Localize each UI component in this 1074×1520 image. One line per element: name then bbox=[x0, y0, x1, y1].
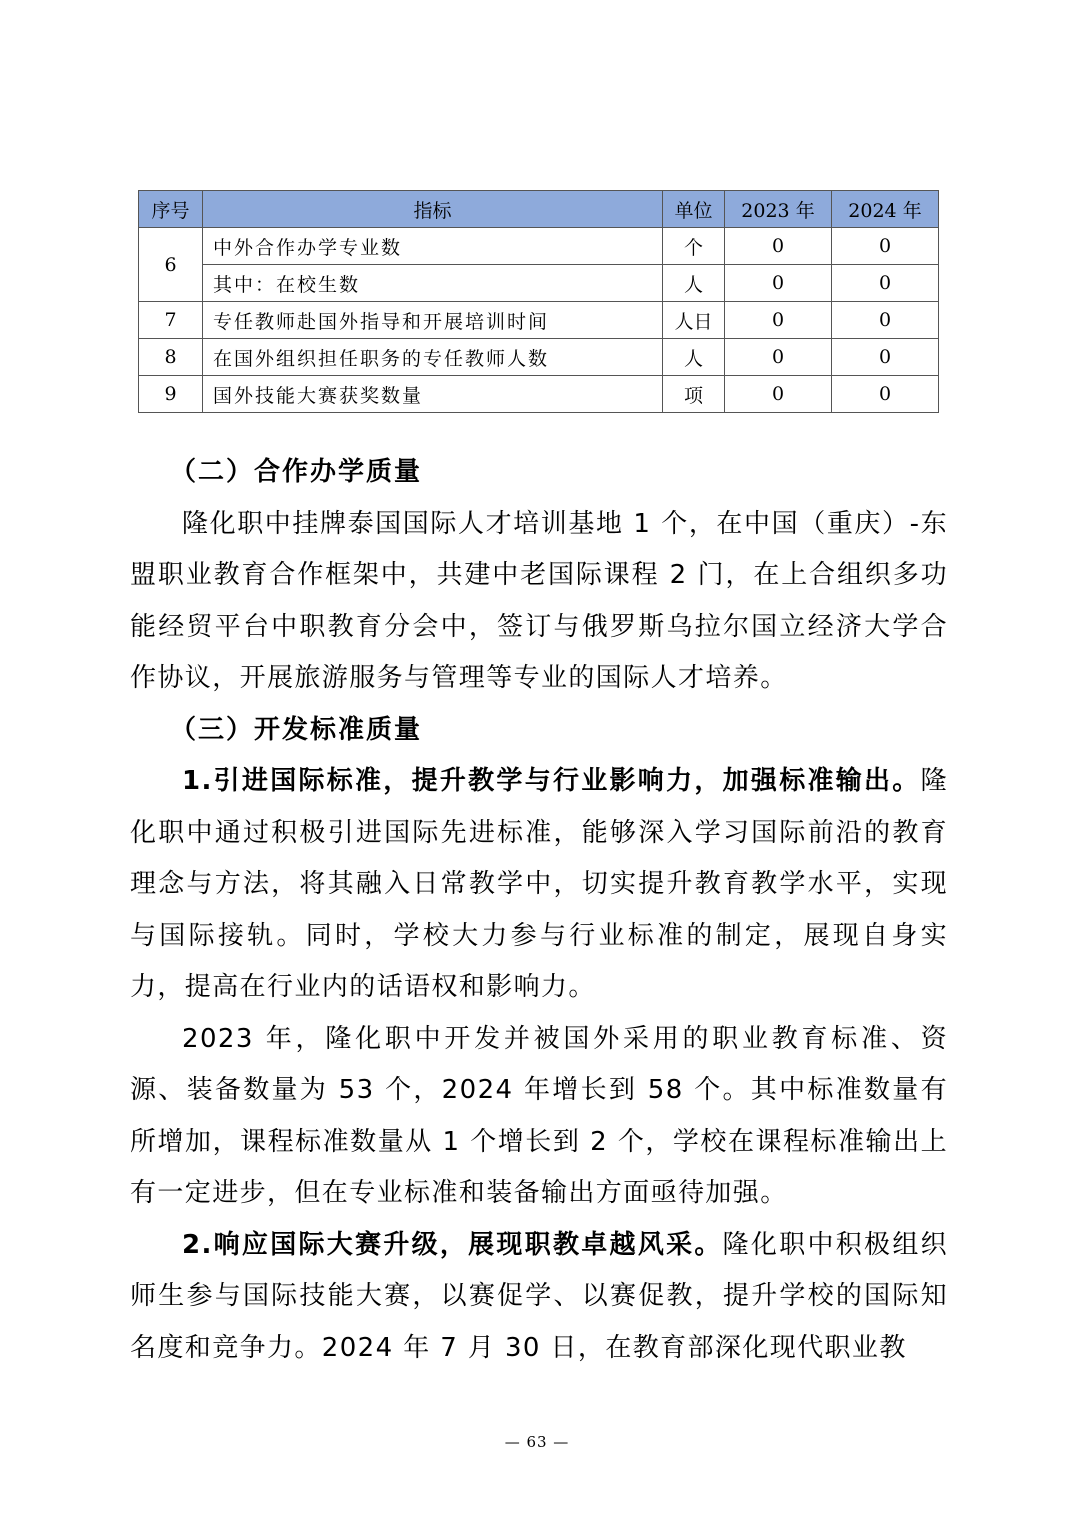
row-indicator: 专任教师赴国外指导和开展培训时间 bbox=[203, 302, 663, 339]
row-unit: 项 bbox=[663, 376, 725, 413]
row-indicator: 在国外组织担任职务的专任教师人数 bbox=[203, 339, 663, 376]
table-row bbox=[139, 228, 939, 265]
header-indicator: 指标 bbox=[203, 191, 663, 228]
header-unit: 单位 bbox=[663, 191, 725, 228]
item-text: 隆化职中积极组织师生参与国际技能大赛，以赛促学、以赛促教，提升学校的国际知名度和竞争力。2024 年 7 月 30 日，在教育部深化现代职业教 bbox=[130, 1229, 949, 1363]
row-indicator: 其中：在校生数 bbox=[203, 265, 663, 302]
row-value-2024: 0 bbox=[832, 302, 939, 339]
row-number: 7 bbox=[139, 302, 203, 339]
header-2024: 2024 年 bbox=[832, 191, 939, 228]
paragraph: 隆化职中挂牌泰国国际人才培训基地 1 个，在中国（重庆）-东盟职业教育合作框架中，共建中老国际课程 2 门，在上合组织多功能经贸平台中职教育分会中，签订与俄罗斯乌拉尔国立经济大学合作协议，开展旅游服务与管理等专业的国际人才培养。 bbox=[130, 508, 948, 693]
row-number: 8 bbox=[139, 339, 203, 376]
table-row bbox=[139, 376, 939, 413]
row-indicator: 国外技能大赛获奖数量 bbox=[203, 376, 663, 413]
row-value-2023: 0 bbox=[725, 302, 832, 339]
row-value-2023: 0 bbox=[725, 376, 832, 413]
row-unit: 个 bbox=[663, 228, 725, 265]
row-indicator: 中外合作办学专业数 bbox=[203, 228, 663, 265]
row-number: 6 bbox=[139, 228, 203, 302]
paragraph bbox=[130, 756, 948, 1014]
row-value-2023: 0 bbox=[725, 228, 832, 265]
row-value-2023: 0 bbox=[725, 339, 832, 376]
indicator-table bbox=[138, 190, 939, 413]
row-number: 9 bbox=[139, 376, 203, 413]
row-value-2023: 0 bbox=[725, 265, 832, 302]
row-value-2024: 0 bbox=[832, 265, 939, 302]
item-text: 隆化职中通过积极引进国际先进标准，能够深入学习国际前沿的教育理念与方法，将其融入日常教学中，切实提升教育教学水平，实现与国际接轨。同时，学校大力参与行业标准的制定，展现自身实力，提高在行业内的话语权和影响力。 bbox=[130, 766, 948, 1002]
header-no: 序号 bbox=[139, 191, 203, 228]
item-title: 1.引进国际标准，提升教学与行业影响力，加强标准输出。 bbox=[182, 766, 921, 796]
section-heading: （二）合作办学质量 bbox=[170, 457, 423, 487]
item-title: 2.响应国际大赛升级，展现职教卓越风采。 bbox=[182, 1229, 723, 1260]
row-value-2024: 0 bbox=[832, 376, 939, 413]
table-row bbox=[139, 302, 939, 339]
section-heading: （三）开发标准质量 bbox=[170, 714, 423, 745]
row-unit: 人 bbox=[663, 265, 725, 302]
header-2023: 2023 年 bbox=[725, 191, 832, 228]
row-value-2024: 0 bbox=[832, 228, 939, 265]
table-header-row bbox=[139, 191, 939, 228]
row-unit: 人日 bbox=[663, 302, 725, 339]
row-unit: 人 bbox=[663, 339, 725, 376]
paragraph: 2023 年，隆化职中开发并被国外采用的职业教育标准、资源、装备数量为 53 个，2024 年增长到 58 个。其中标准数量有所增加，课程标准数量从 1 个增长到 2 个，学校在课程标准输出上有一定进步，但在专业标准和装备输出方面亟待加强。 bbox=[130, 1023, 948, 1208]
document-body bbox=[130, 447, 948, 1374]
row-value-2024: 0 bbox=[832, 339, 939, 376]
page-number: — 63 — bbox=[504, 1433, 570, 1451]
paragraph bbox=[130, 1220, 948, 1375]
table-row bbox=[139, 339, 939, 376]
table-row bbox=[139, 265, 939, 302]
